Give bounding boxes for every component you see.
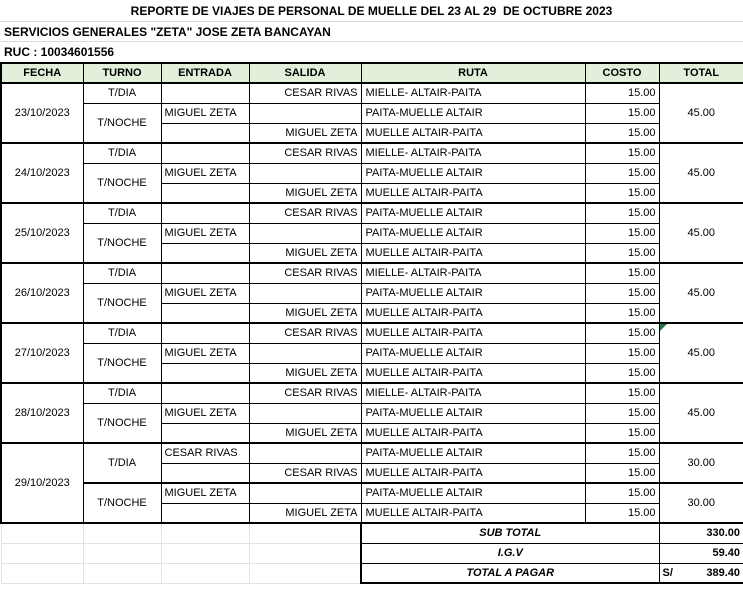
cell-entrada[interactable]: MIGUEL ZETA <box>161 403 249 423</box>
cell-turno[interactable]: T/DIA <box>83 83 161 103</box>
summary-row-igv <box>1 543 743 563</box>
cell-salida[interactable]: CESAR RIVAS <box>249 143 361 163</box>
cell-entrada[interactable] <box>161 323 249 343</box>
report-title-row <box>0 0 743 22</box>
cell-entrada[interactable] <box>161 203 249 223</box>
column-header-costo[interactable]: COSTO <box>585 63 659 83</box>
cell-entrada[interactable] <box>161 263 249 283</box>
cell-salida[interactable]: CESAR RIVAS <box>249 463 361 483</box>
cell-turno[interactable]: T/NOCHE <box>83 483 161 523</box>
igv-value[interactable]: 59.40 <box>659 543 743 563</box>
empty-cell[interactable] <box>83 563 161 583</box>
empty-cell[interactable] <box>1 523 83 543</box>
cell-costo[interactable]: 15.00 <box>585 503 659 523</box>
table-row <box>1 143 743 163</box>
report-title: REPORTE DE VIAJES DE PERSONAL DE MUELLE DEL 23 AL 29 DE OCTUBRE 2023 <box>130 3 613 18</box>
empty-cell[interactable] <box>161 563 249 583</box>
cell-ruta[interactable]: MUELLE ALTAIR-PAITA <box>361 463 585 483</box>
cell-costo[interactable]: 15.00 <box>585 483 659 503</box>
cell-total[interactable]: 45.00 <box>659 143 743 203</box>
trips-table <box>0 62 743 584</box>
cell-costo[interactable]: 15.00 <box>585 103 659 123</box>
cell-costo[interactable]: 15.00 <box>585 123 659 143</box>
cell-entrada[interactable]: CESAR RIVAS <box>161 443 249 463</box>
cell-entrada[interactable] <box>161 363 249 383</box>
cell-ruta[interactable]: MUELLE ALTAIR-PAITA <box>361 363 585 383</box>
cell-salida[interactable]: CESAR RIVAS <box>249 383 361 403</box>
igv-label[interactable]: I.G.V <box>361 543 659 563</box>
cell-entrada[interactable]: MIGUEL ZETA <box>161 483 249 503</box>
empty-cell[interactable] <box>161 543 249 563</box>
cell-total-value: 45.00 <box>687 347 716 359</box>
cell-entrada[interactable]: MIGUEL ZETA <box>161 163 249 183</box>
ruc-row <box>0 42 743 62</box>
column-header-salida[interactable]: SALIDA <box>249 63 361 83</box>
table-row <box>1 483 743 503</box>
cell-turno[interactable]: T/NOCHE <box>83 343 161 383</box>
cell-ruta[interactable]: PAITA-MUELLE ALTAIR <box>361 443 585 463</box>
total-a-pagar-value[interactable] <box>659 563 743 583</box>
empty-cell[interactable] <box>161 523 249 543</box>
cell-fecha[interactable]: 24/10/2023 <box>1 143 83 203</box>
empty-cell[interactable] <box>249 543 361 563</box>
cell-costo[interactable]: 15.00 <box>585 403 659 423</box>
cell-salida[interactable] <box>249 283 361 303</box>
empty-cell[interactable] <box>249 563 361 583</box>
cell-entrada[interactable] <box>161 303 249 323</box>
table-row <box>1 283 743 303</box>
cell-salida[interactable]: MIGUEL ZETA <box>249 303 361 323</box>
cell-fecha[interactable]: 26/10/2023 <box>1 263 83 323</box>
table-row <box>1 83 743 103</box>
cell-ruta[interactable]: PAITA-MUELLE ALTAIR <box>361 203 585 223</box>
cell-turno[interactable]: T/NOCHE <box>83 283 161 323</box>
cell-ruta[interactable]: PAITA-MUELLE ALTAIR <box>361 403 585 423</box>
cell-entrada[interactable]: MIGUEL ZETA <box>161 343 249 363</box>
cell-turno[interactable]: T/NOCHE <box>83 103 161 143</box>
cell-salida[interactable]: CESAR RIVAS <box>249 83 361 103</box>
cell-salida[interactable]: CESAR RIVAS <box>249 323 361 343</box>
summary-row-total-a-pagar <box>1 563 743 583</box>
table-header-row <box>1 63 743 83</box>
cell-salida[interactable]: CESAR RIVAS <box>249 263 361 283</box>
company-name: SERVICIOS GENERALES "ZETA" JOSE ZETA BANCAYAN <box>4 24 331 39</box>
cell-fecha[interactable]: 29/10/2023 <box>1 443 83 523</box>
cell-costo[interactable]: 15.00 <box>585 183 659 203</box>
cell-ruta[interactable]: PAITA-MUELLE ALTAIR <box>361 163 585 183</box>
cell-entrada[interactable] <box>161 463 249 483</box>
cell-ruta[interactable]: PAITA-MUELLE ALTAIR <box>361 483 585 503</box>
cell-entrada[interactable]: MIGUEL ZETA <box>161 103 249 123</box>
cell-turno[interactable]: T/DIA <box>83 143 161 163</box>
cell-entrada[interactable] <box>161 383 249 403</box>
cell-entrada[interactable] <box>161 243 249 263</box>
cell-salida[interactable] <box>249 403 361 423</box>
cell-fecha[interactable]: 27/10/2023 <box>1 323 83 383</box>
cell-entrada[interactable] <box>161 183 249 203</box>
table-row <box>1 443 743 463</box>
cell-costo[interactable]: 15.00 <box>585 283 659 303</box>
cell-ruta[interactable]: MIELLE- ALTAIR-PAITA <box>361 143 585 163</box>
cell-salida[interactable]: CESAR RIVAS <box>249 203 361 223</box>
cell-salida[interactable] <box>249 443 361 463</box>
total-a-pagar-amount: 389.40 <box>706 566 740 579</box>
cell-costo[interactable]: 15.00 <box>585 463 659 483</box>
cell-costo[interactable]: 15.00 <box>585 323 659 343</box>
table-row <box>1 203 743 223</box>
cell-entrada[interactable]: MIGUEL ZETA <box>161 283 249 303</box>
cell-turno[interactable]: T/NOCHE <box>83 163 161 203</box>
table-row <box>1 163 743 183</box>
cell-ruta[interactable]: MUELLE ALTAIR-PAITA <box>361 323 585 343</box>
cell-costo[interactable]: 15.00 <box>585 203 659 223</box>
cell-total[interactable]: 30.00 <box>659 483 743 523</box>
cell-costo[interactable]: 15.00 <box>585 263 659 283</box>
cell-ruta[interactable]: PAITA-MUELLE ALTAIR <box>361 103 585 123</box>
cell-turno[interactable]: T/DIA <box>83 323 161 343</box>
cell-salida[interactable]: MIGUEL ZETA <box>249 423 361 443</box>
table-row <box>1 343 743 363</box>
cell-costo[interactable]: 15.00 <box>585 383 659 403</box>
cell-costo[interactable]: 15.00 <box>585 443 659 463</box>
cell-costo[interactable]: 15.00 <box>585 303 659 323</box>
cell-ruta[interactable]: PAITA-MUELLE ALTAIR <box>361 223 585 243</box>
table-row <box>1 223 743 243</box>
cell-ruta[interactable]: MIELLE- ALTAIR-PAITA <box>361 383 585 403</box>
cell-salida[interactable] <box>249 343 361 363</box>
cell-costo[interactable]: 15.00 <box>585 143 659 163</box>
cell-turno[interactable]: T/DIA <box>83 383 161 403</box>
cell-turno[interactable]: T/DIA <box>83 443 161 483</box>
cell-entrada[interactable] <box>161 143 249 163</box>
cell-fecha[interactable]: 25/10/2023 <box>1 203 83 263</box>
cell-salida[interactable]: MIGUEL ZETA <box>249 243 361 263</box>
column-header-turno[interactable]: TURNO <box>83 63 161 83</box>
table-row <box>1 403 743 423</box>
cell-costo[interactable]: 15.00 <box>585 343 659 363</box>
empty-cell[interactable] <box>83 523 161 543</box>
company-row <box>0 22 743 42</box>
cell-costo[interactable]: 15.00 <box>585 223 659 243</box>
cell-salida[interactable]: MIGUEL ZETA <box>249 123 361 143</box>
cell-costo[interactable]: 15.00 <box>585 163 659 183</box>
cell-salida[interactable]: MIGUEL ZETA <box>249 363 361 383</box>
cell-ruta[interactable]: PAITA-MUELLE ALTAIR <box>361 283 585 303</box>
cell-fecha[interactable]: 28/10/2023 <box>1 383 83 443</box>
cell-salida[interactable] <box>249 163 361 183</box>
subtotal-label[interactable]: SUB TOTAL <box>361 523 659 543</box>
cell-salida[interactable]: MIGUEL ZETA <box>249 503 361 523</box>
cell-total[interactable] <box>659 323 743 383</box>
cell-ruta[interactable]: MUELLE ALTAIR-PAITA <box>361 423 585 443</box>
cell-entrada[interactable] <box>161 423 249 443</box>
total-a-pagar-label[interactable]: TOTAL A PAGAR <box>361 563 659 583</box>
summary-row-subtotal <box>1 523 743 543</box>
cell-ruta[interactable]: MUELLE ALTAIR-PAITA <box>361 243 585 263</box>
subtotal-value[interactable]: 330.00 <box>659 523 743 543</box>
column-header-entrada[interactable]: ENTRADA <box>161 63 249 83</box>
cell-entrada[interactable] <box>161 503 249 523</box>
column-header-total[interactable]: TOTAL <box>659 63 743 83</box>
cell-salida[interactable]: MIGUEL ZETA <box>249 183 361 203</box>
cell-ruta[interactable]: MUELLE ALTAIR-PAITA <box>361 123 585 143</box>
cell-salida[interactable] <box>249 483 361 503</box>
cell-turno[interactable]: T/DIA <box>83 203 161 223</box>
empty-cell[interactable] <box>83 543 161 563</box>
empty-cell[interactable] <box>249 523 361 543</box>
cell-costo[interactable]: 15.00 <box>585 243 659 263</box>
cell-costo[interactable]: 15.00 <box>585 423 659 443</box>
cell-ruta[interactable]: MUELLE ALTAIR-PAITA <box>361 303 585 323</box>
cell-costo[interactable]: 15.00 <box>585 83 659 103</box>
cell-ruta[interactable]: MIELLE- ALTAIR-PAITA <box>361 263 585 283</box>
cell-total[interactable]: 30.00 <box>659 443 743 483</box>
cell-entrada[interactable] <box>161 123 249 143</box>
cell-total[interactable]: 45.00 <box>659 83 743 143</box>
cell-turno[interactable]: T/NOCHE <box>83 223 161 263</box>
table-row <box>1 103 743 123</box>
cell-turno[interactable]: T/DIA <box>83 263 161 283</box>
error-indicator-triangle-icon <box>660 324 667 331</box>
table-row <box>1 263 743 283</box>
cell-entrada[interactable] <box>161 83 249 103</box>
cell-fecha[interactable]: 23/10/2023 <box>1 83 83 143</box>
ruc-number: RUC : 10034601556 <box>4 45 115 59</box>
cell-ruta[interactable]: PAITA-MUELLE ALTAIR <box>361 343 585 363</box>
cell-ruta[interactable]: MUELLE ALTAIR-PAITA <box>361 183 585 203</box>
cell-salida[interactable] <box>249 223 361 243</box>
cell-ruta[interactable]: MUELLE ALTAIR-PAITA <box>361 503 585 523</box>
cell-total[interactable]: 45.00 <box>659 263 743 323</box>
cell-ruta[interactable]: MIELLE- ALTAIR-PAITA <box>361 83 585 103</box>
empty-cell[interactable] <box>1 543 83 563</box>
cell-total[interactable]: 45.00 <box>659 203 743 263</box>
table-row <box>1 323 743 343</box>
empty-cell[interactable] <box>1 563 83 583</box>
cell-entrada[interactable]: MIGUEL ZETA <box>161 223 249 243</box>
cell-salida[interactable] <box>249 103 361 123</box>
table-row <box>1 383 743 403</box>
cell-turno[interactable]: T/NOCHE <box>83 403 161 443</box>
column-header-ruta[interactable]: RUTA <box>361 63 585 83</box>
cell-costo[interactable]: 15.00 <box>585 363 659 383</box>
column-header-fecha[interactable]: FECHA <box>1 63 83 83</box>
currency-symbol: S/ <box>662 566 673 579</box>
cell-total[interactable]: 45.00 <box>659 383 743 443</box>
